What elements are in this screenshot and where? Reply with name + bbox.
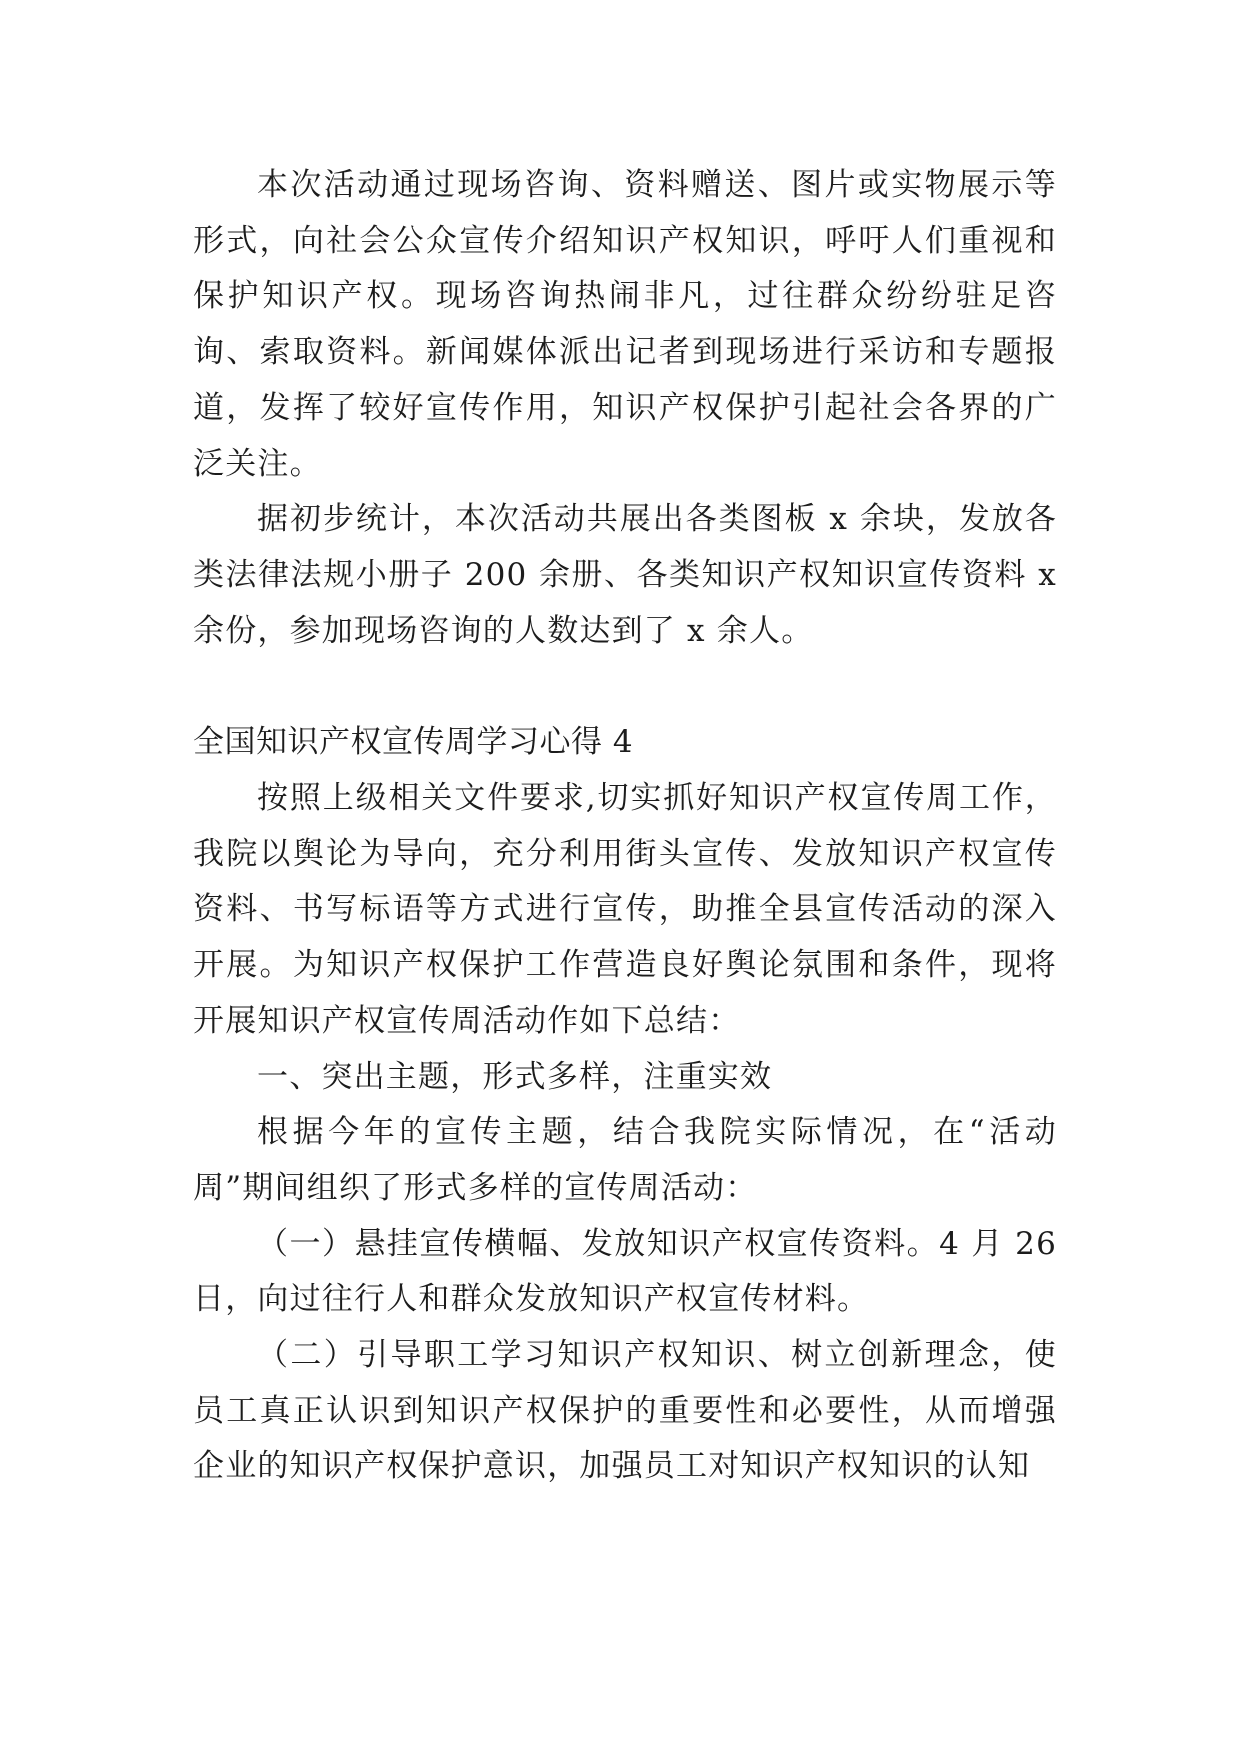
section-title: 全国知识产权宣传周学习心得 4 xyxy=(193,724,634,761)
paragraph-section-intro: 按照上级相关文件要求,切实抓好知识产权宣传周工作，我院以舆论为导向，充分利用街头宣传、发放知识产权宣传资料、书写标语等方式进行宣传，助推全县宣传活动的深入开展。为知识产权保护工作营造良好舆论氛围和条件，现将开展知识产权宣传周活动作如下总结： xyxy=(193,780,1057,1039)
list-item-staff-learning: （二）引导职工学习知识产权知识、树立创新理念，使员工真正认识到知识产权保护的重要性和必要性，从而增强企业的知识产权保护意识，加强员工对知识产权知识的认知 xyxy=(193,1337,1057,1485)
document-body xyxy=(193,158,1057,1495)
paragraph-activity-summary: 本次活动通过现场咨询、资料赠送、图片或实物展示等形式，向社会公众宣传介绍知识产权知识，呼吁人们重视和保护知识产权。现场咨询热闹非凡，过往群众纷纷驻足咨询、索取资料。新闻媒体派出记者到现场进行采访和专题报道，发挥了较好宣传作用，知识产权保护引起社会各界的广泛关注。 xyxy=(193,167,1057,482)
paragraph-statistics: 据初步统计，本次活动共展出各类图板 x 余块，发放各类法律法规小册子 200 余册、各类知识产权知识宣传资料 x 余份，参加现场咨询的人数达到了 x 余人。 xyxy=(193,501,1057,649)
subheading-highlight-theme: 一、突出主题，形式多样，注重实效 xyxy=(257,1058,773,1095)
paragraph-theme-activities: 根据今年的宣传主题，结合我院实际情况，在“活动周”期间组织了形式多样的宣传周活动： xyxy=(193,1114,1057,1206)
list-item-banners: （一）悬挂宣传横幅、发放知识产权宣传资料。4 月 26 日，向过往行人和群众发放知识产权宣传材料。 xyxy=(193,1225,1057,1318)
